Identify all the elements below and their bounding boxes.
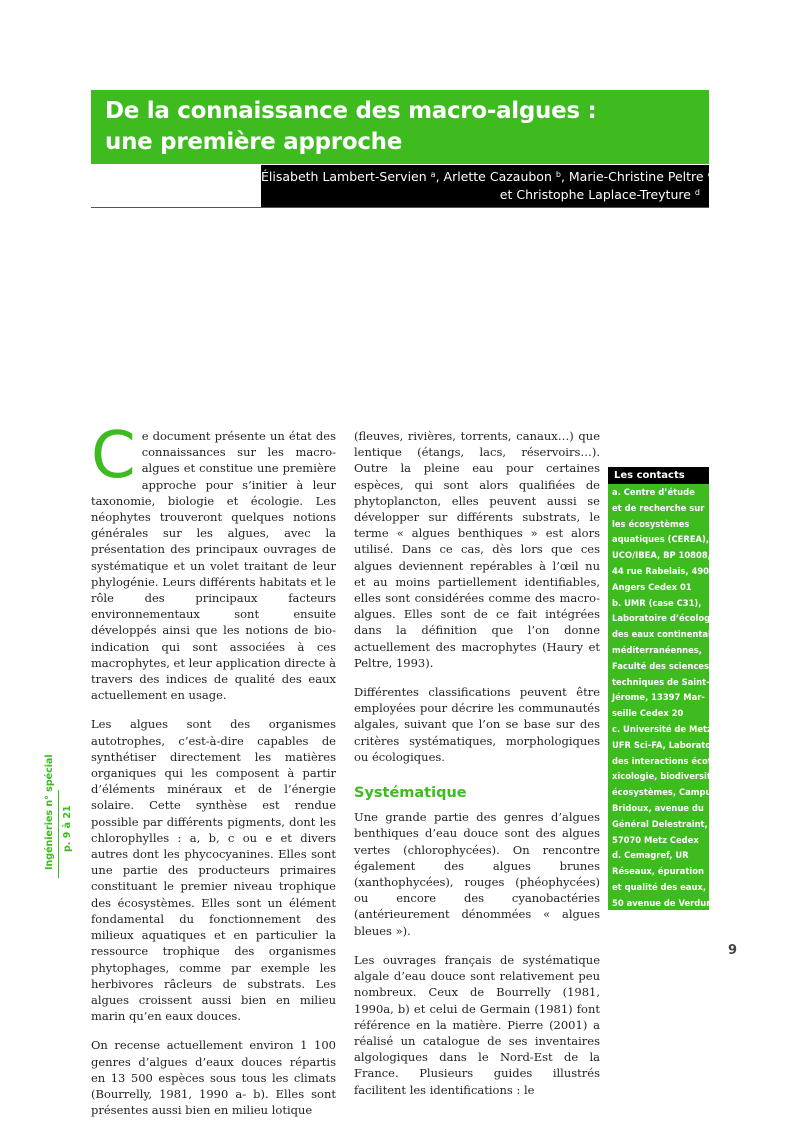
contact-line: Général Delestraint, — [612, 818, 708, 829]
contact-line: les écosystèmes — [612, 518, 690, 529]
paragraph-text: e document présente un état des connaissances sur les macro-algues et constitue une première approche pour s’initier à leur taxonomie, biologie et écologie. Les néophytes trouveront quelques notions générales sur les algues, avec la présentation des principaux ouvrages de systématique et un volet traitant de leur phylogénie. Leurs différents habitats et le rôle des principaux facteurs environnementaux sont ensuite développés ainsi que les notions de bio-indication qui sont associées à ces macrophytes, et leur application directe à travers des indices de qualité des eaux actuellement en usage. — [91, 429, 336, 703]
contact-line: Jérome, 13397 Mar- — [612, 692, 705, 703]
contact-line: 33612 Cestas Cedex — [612, 913, 708, 924]
paragraph: (fleuves, rivières, torrents, canaux…) que lentique (étangs, lacs, réservoirs…). Outre la pleine eau pour certaines espèces, qui sont alors qualifiées de phytoplancton, elles peuvent aussi se développer sur différents substrats, le terme « algues benthiques » est alors utilisé. Dans ce cas, dès lors que ces algues deviennent repérables à l’œil nu et au moins partiellement identifiables, elles sont considérées comme des macro-algues. Elles sont de ce fait intégrées dans la définition que l’on donne actuellement des macrophytes (Haury et Peltre, 1993). — [354, 429, 600, 670]
contact-line: 50 avenue de Verdun, — [612, 897, 716, 908]
author-affiliation: d — [694, 188, 700, 197]
contact-line: Faculté des sciences et — [612, 660, 722, 671]
contact-line: 44 rue Rabelais, 49008 — [612, 565, 721, 576]
paragraph — [91, 419, 336, 703]
contact-line: Angers Cedex 01 — [612, 581, 692, 592]
sidebar-divider — [58, 790, 59, 878]
contact-line: seille Cedex 20 — [612, 708, 684, 719]
contact-line: Réseaux, épuration — [612, 866, 704, 877]
journal-name: Ingénieries n° spécial — [44, 754, 55, 870]
contact-line: UFR Sci-FA, Laboratoire — [612, 739, 724, 750]
journal-sidebar — [36, 754, 86, 890]
contact-line: b. UMR (case C31), — [612, 597, 702, 608]
contact-line: Laboratoire d’écologie — [612, 613, 719, 624]
contact-line: méditerranéennes, — [612, 644, 702, 655]
contact-line: des interactions écoto- — [612, 755, 721, 766]
author-name: et Christophe Laplace-Treyture — [499, 187, 691, 202]
contact-line: aquatiques (CEREA), — [612, 534, 710, 545]
contacts-heading: Les contacts — [608, 467, 709, 484]
paragraph: Différentes classifications peuvent être employées pour décrire les communautés algales, suivant que l’on se base sur des critères systématiques, morphologiques ou écologiques. — [354, 685, 600, 764]
contact-line: et de recherche sur — [612, 502, 705, 513]
authors-band — [261, 165, 712, 207]
section-heading: Systématique — [354, 785, 467, 802]
author-affiliation: a — [430, 170, 436, 179]
contact-line: c. Université de Metz, — [612, 723, 716, 734]
author-affiliation: b — [555, 170, 561, 179]
contact-line: xicologie, biodiversité, — [612, 771, 720, 782]
contact-line: et qualité des eaux, — [612, 881, 707, 892]
title-line-2: une première approche — [105, 129, 403, 155]
contact-line: d. Cemagref, UR — [612, 850, 689, 861]
contact-line: écosystèmes, Campus — [612, 787, 717, 798]
column-2 — [354, 428, 600, 1111]
author-name: Élisabeth Lambert-Servien — [261, 169, 427, 184]
contact-line: UCO/IBEA, BP 10808, — [612, 550, 711, 561]
paragraph: Une grande partie des genres d’algues benthiques d’eau douce sont des algues vertes (chlorophycées). On rencontre également des algues brunes (xanthophycées), rouges (phéophycées) ou encore des cyanobactéries (antérieurement dénommées « algues bleues »). — [354, 810, 600, 938]
authors-line-2 — [261, 186, 700, 204]
page-number: 9 — [728, 943, 738, 958]
contact-line: Bridoux, avenue du — [612, 802, 704, 813]
contact-line: des eaux continentales — [612, 629, 722, 640]
author-name: Marie-Christine Peltre — [568, 169, 704, 184]
contact-line: techniques de Saint- — [612, 676, 710, 687]
paragraph: On recense actuellement environ 1 100 genres d’algues d’eaux douces répartis en 13 500 espèces sous tous les climats (Bourrelly, 1981, 1990 a- b). Elles sont présentes aussi bien en milieu lotique — [91, 1038, 336, 1118]
title-line-1: De la connaissance des macro-algues : — [105, 98, 597, 124]
header-rule — [91, 207, 709, 208]
paragraph: Les algues sont des organismes autotrophes, c’est-à-dire capables de synthétiser directement les matières organiques qui les composent à partir d’éléments minéraux et de l’énergie solaire. Cette synthèse est rendue possible par différents pigments, dont les chlorophylles : a, b, c ou e et divers autres dont les phycocyanines. Elles sont une partie des producteurs primaires constituant le premier niveau trophique des écosystèmes. Elles sont un élément fondamental du fonctionnement des milieux aquatiques et en particulier la ressource trophique des organismes phytophages, comme par exemple les herbivores râcleurs de substrats. Les algues croissent aussi bien en milieu marin qu’en eaux douces. — [91, 717, 336, 1024]
contact-line: 57070 Metz Cedex — [612, 834, 699, 845]
drop-cap: C — [91, 419, 136, 493]
column-1 — [91, 419, 336, 1131]
article-title — [91, 90, 709, 158]
title-band — [91, 90, 709, 164]
author-name: Arlette Cazaubon — [443, 169, 552, 184]
paragraph: Les ouvrages français de systématique algale d’eau douce sont relativement peu nombreux. Ceux de Bourrelly (1981, 1990a, b) et celui de Germain (1981) font référence en la matière. Pierre (2001) a réalisé un catalogue de ses inventaires algologiques dans le Nord-Est de la France. Plusieurs guides illustrés facilitent les identifications : le — [354, 952, 600, 1097]
page-range: p. 9 à 21 — [62, 805, 73, 852]
author-affiliation: c — [707, 170, 712, 179]
authors-line-1 — [261, 168, 712, 186]
contacts-box — [608, 484, 724, 924]
author-separator: , — [560, 169, 569, 184]
author-separator: , — [435, 169, 444, 184]
contact-line: a. Centre d’étude — [612, 487, 695, 497]
